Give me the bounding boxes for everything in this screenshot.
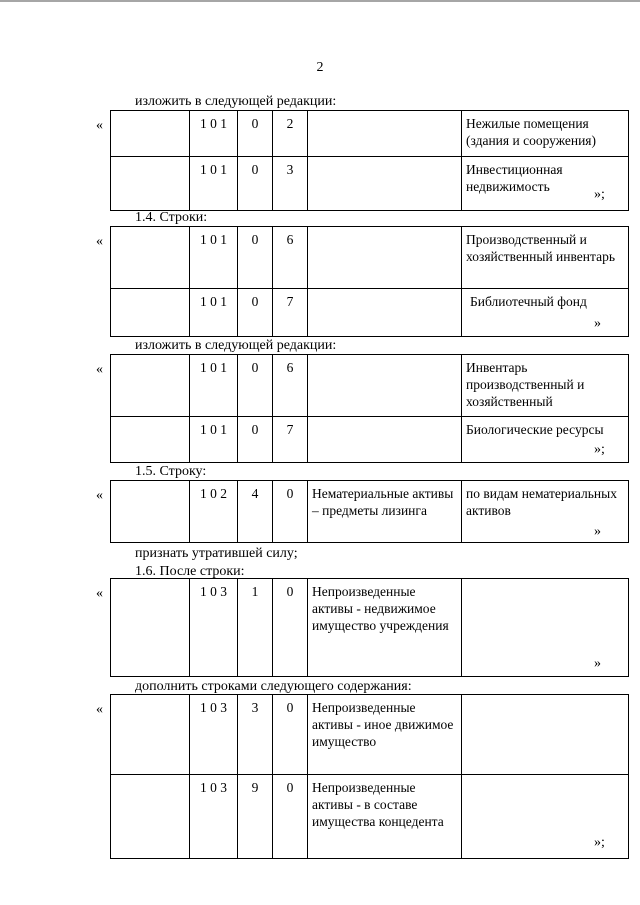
close-quote: »; — [594, 442, 605, 457]
table-row — [111, 227, 629, 289]
table-cell: 1 0 1 — [190, 227, 238, 289]
table-cell: Нежилые помещения (здания и сооружения) — [462, 111, 629, 157]
table-cell: 0 — [238, 289, 273, 337]
section-heading: 1.5. Строку: — [135, 464, 207, 479]
table-cell: Инвентарь производственный и хозяйственный — [462, 355, 629, 417]
codes-table — [110, 578, 629, 677]
table-cell: Непроизведенные активы - недвижимое имущество учреждения — [308, 579, 462, 677]
table-cell — [308, 417, 462, 463]
table-cell: 0 — [238, 157, 273, 211]
table-cell — [308, 355, 462, 417]
codes-table — [110, 354, 629, 463]
table-cell: по видам нематериальных активов — [462, 481, 629, 543]
table-cell — [111, 579, 190, 677]
table-cell: 2 — [273, 111, 308, 157]
table-cell — [462, 579, 629, 677]
close-quote: »; — [594, 835, 605, 850]
instruction-text: дополнить строками следующего содержания: — [135, 679, 412, 694]
table-row — [111, 579, 629, 677]
table-cell: 1 0 2 — [190, 481, 238, 543]
table-cell: 7 — [273, 289, 308, 337]
table-cell: 1 0 1 — [190, 417, 238, 463]
table-cell — [111, 481, 190, 543]
table-cell: 1 0 3 — [190, 579, 238, 677]
table-cell — [111, 111, 190, 157]
open-quote: « — [96, 362, 103, 377]
table-cell: 9 — [238, 775, 273, 859]
table-cell: Производственный и хозяйственный инвентарь — [462, 227, 629, 289]
close-quote: »; — [594, 187, 605, 202]
table-row — [111, 157, 629, 211]
table-row — [111, 775, 629, 859]
instruction-text: изложить в следующей редакции: — [135, 338, 337, 353]
table-cell: 4 — [238, 481, 273, 543]
table-cell — [308, 157, 462, 211]
table-cell: 1 — [238, 579, 273, 677]
table-cell — [308, 111, 462, 157]
table-cell — [111, 355, 190, 417]
table-cell: 1 0 1 — [190, 111, 238, 157]
table-cell: 0 — [273, 579, 308, 677]
table-row — [111, 355, 629, 417]
table-row — [111, 417, 629, 463]
table-cell: 3 — [273, 157, 308, 211]
table-cell: 1 0 3 — [190, 775, 238, 859]
table-cell: 0 — [273, 775, 308, 859]
table-cell: Библиотечный фонд — [462, 289, 629, 337]
table-row — [111, 695, 629, 775]
table-cell — [308, 289, 462, 337]
codes-table — [110, 694, 629, 859]
table-row — [111, 289, 629, 337]
table-cell — [308, 227, 462, 289]
table-cell — [111, 417, 190, 463]
section-heading: 1.4. Строки: — [135, 210, 208, 225]
codes-table — [110, 480, 629, 543]
table-cell: 1 0 1 — [190, 157, 238, 211]
instruction-text: изложить в следующей редакции: — [135, 94, 337, 109]
section-heading: 1.6. После строки: — [135, 564, 245, 579]
close-quote: » — [594, 656, 601, 671]
codes-table — [110, 110, 629, 211]
table-cell — [111, 227, 190, 289]
table-row — [111, 111, 629, 157]
close-quote: » — [594, 316, 601, 331]
page-top-edge — [0, 0, 640, 2]
open-quote: « — [96, 234, 103, 249]
table-cell: 1 0 1 — [190, 355, 238, 417]
table-cell: 0 — [238, 417, 273, 463]
table-cell: Нематериальные активы – предметы лизинга — [308, 481, 462, 543]
open-quote: « — [96, 488, 103, 503]
instruction-text: признать утратившей силу; — [135, 546, 298, 561]
table-cell: 0 — [238, 355, 273, 417]
table-cell: 0 — [238, 227, 273, 289]
open-quote: « — [96, 118, 103, 133]
open-quote: « — [96, 586, 103, 601]
table-cell — [111, 289, 190, 337]
table-cell: 7 — [273, 417, 308, 463]
table-cell: Непроизведенные активы - иное движимое имущество — [308, 695, 462, 775]
table-cell — [111, 157, 190, 211]
page-number: 2 — [316, 60, 324, 75]
table-cell: 1 0 1 — [190, 289, 238, 337]
table-cell — [111, 695, 190, 775]
table-cell: 1 0 3 — [190, 695, 238, 775]
codes-table — [110, 226, 629, 337]
table-cell: 3 — [238, 695, 273, 775]
close-quote: » — [594, 524, 601, 539]
table-cell: 0 — [273, 695, 308, 775]
table-cell — [111, 775, 190, 859]
table-cell: 6 — [273, 227, 308, 289]
table-cell — [462, 695, 629, 775]
table-cell: 6 — [273, 355, 308, 417]
table-cell: Инвестиционная недвижимость — [462, 157, 629, 211]
open-quote: « — [96, 702, 103, 717]
table-cell: Непроизведенные активы - в составе имущества концедента — [308, 775, 462, 859]
table-cell: 0 — [273, 481, 308, 543]
table-cell: 0 — [238, 111, 273, 157]
table-cell: Биологические ресурсы — [462, 417, 629, 463]
table-row — [111, 481, 629, 543]
